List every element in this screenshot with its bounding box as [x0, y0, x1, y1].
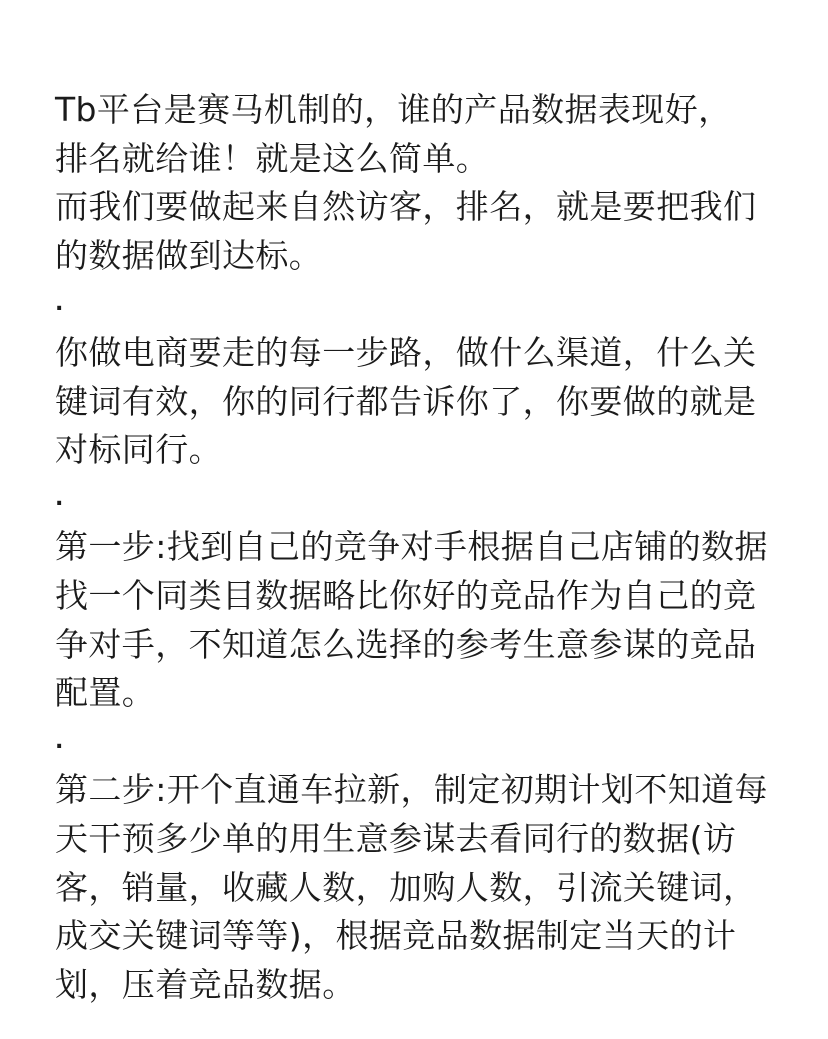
- paragraph-step-one: 第一步:找到自己的竞争对手根据自己店铺的数据找一个同类目数据略比你好的竞品作为自己的竞争对手，不知道怎么选择的参考生意参谋的竞品配置。: [55, 527, 768, 713]
- separator-dot: .: [55, 485, 64, 511]
- paragraph-intro: Tb平台是赛马机制的，谁的产品数据表现好， 排名就给谁！就是这么简单。 而我们要做起来自然访客，排名，就是要把我们的数据做到达标。: [55, 90, 757, 275]
- separator-dot: .: [55, 291, 64, 317]
- paragraph-benchmark: 你做电商要走的每一步路，做什么渠道，什么关键词有效，你的同行都告诉你了，你要做的就是对标同行。: [55, 332, 757, 470]
- paragraph-step-two: 第二步:开个直通车拉新，制定初期计划不知道每天干预多少单的用生意参谋去看同行的数据(访客，销量，收藏人数，加购人数，引流关键词，成交关键词等等)，根据竞品数据制定当天的计划，压着竞品数据。: [55, 770, 768, 1004]
- separator-dot: .: [55, 728, 64, 754]
